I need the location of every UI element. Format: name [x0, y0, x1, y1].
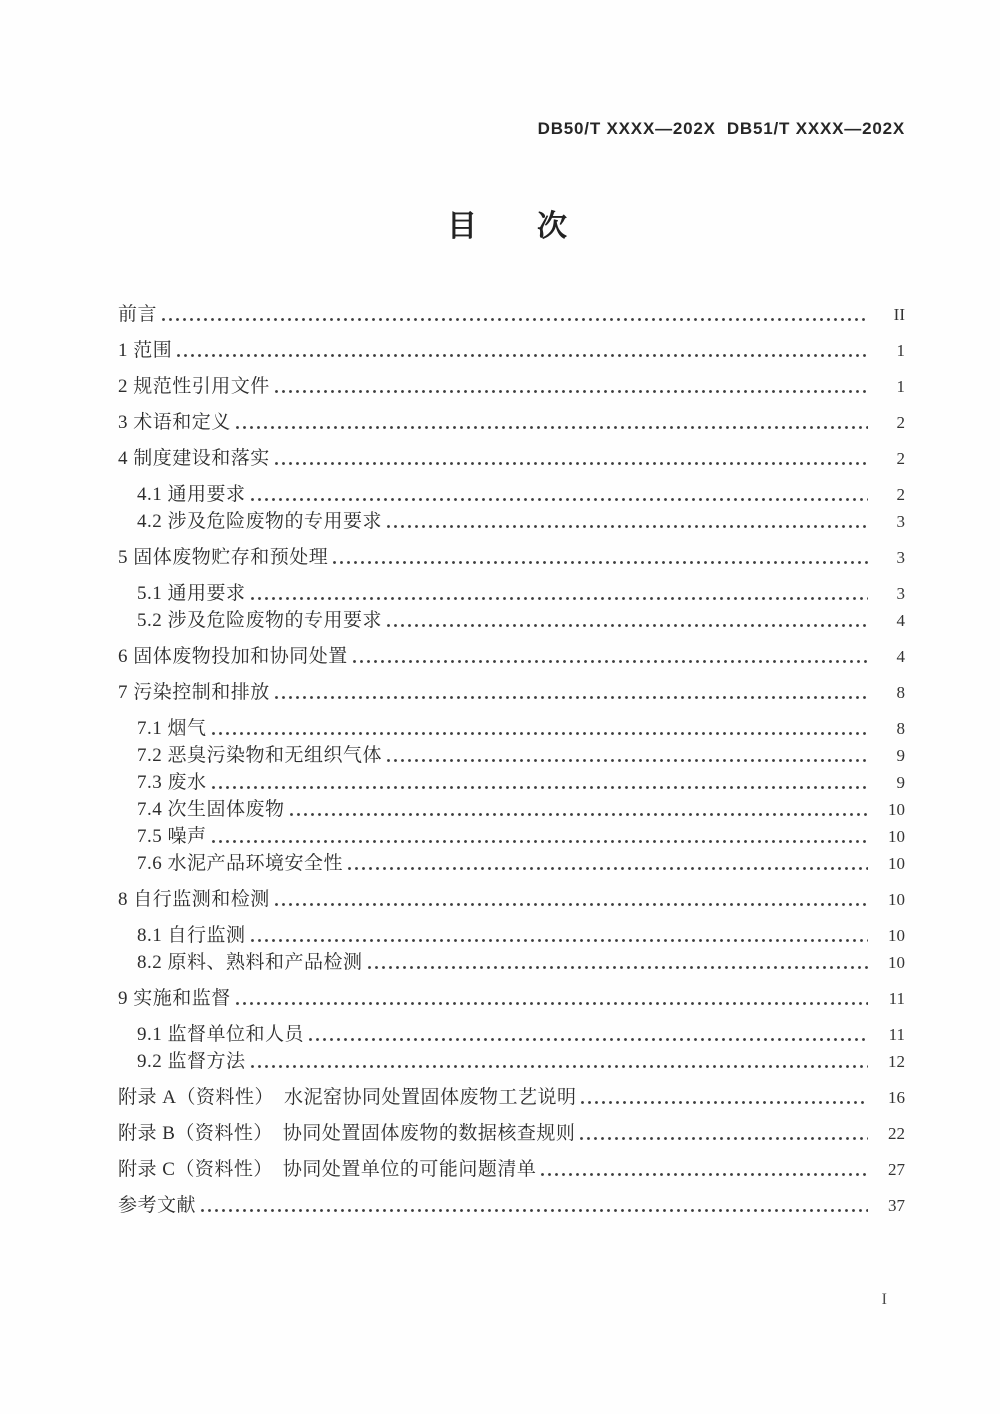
- toc-entry-page: 2: [896, 485, 905, 504]
- toc-entry-label: 8 自行监测和检测: [118, 889, 270, 910]
- toc-row: [118, 373, 905, 400]
- toc-row: [118, 580, 905, 607]
- toc-entry-label: 附录 C（资料性） 协同处置单位的可能问题清单: [118, 1159, 537, 1180]
- toc-leader-dots: [580, 1137, 868, 1140]
- toc-entry-label: 4.2 涉及危险废物的专用要求: [137, 511, 383, 532]
- page-title: 目 次: [447, 210, 567, 243]
- toc-row: [118, 1048, 905, 1075]
- toc-leader-dots: [251, 939, 868, 942]
- toc-leader-dots: [162, 318, 868, 321]
- toc-leader-dots: [275, 462, 868, 465]
- toc-row: [118, 796, 905, 823]
- toc-entry-label: 9.2 监督方法: [137, 1051, 246, 1072]
- toc-entry-label: 5.1 通用要求: [137, 583, 246, 604]
- toc-entry-label: 附录 B（资料性） 协同处置固体废物的数据核查规则: [118, 1123, 576, 1144]
- toc-entry-page: 1: [896, 377, 905, 396]
- toc-entry-page: 27: [888, 1160, 905, 1179]
- toc-row: [118, 409, 905, 436]
- toc-leader-dots: [212, 786, 868, 789]
- toc-list: [118, 292, 905, 1219]
- toc-entry-page: 3: [896, 512, 905, 531]
- toc-entry-page: 10: [888, 953, 905, 972]
- toc-entry-label: 前言: [118, 304, 158, 325]
- toc-leader-dots: [387, 525, 868, 528]
- toc-row: [118, 715, 905, 742]
- toc-row: [118, 742, 905, 769]
- toc-row: [118, 301, 905, 328]
- toc-entry-page: 10: [888, 890, 905, 909]
- toc-row: [118, 886, 905, 913]
- toc-entry-label: 附录 A（资料性） 水泥窑协同处置固体废物工艺说明: [118, 1087, 577, 1108]
- toc-leader-dots: [348, 867, 868, 870]
- toc-row: [118, 1084, 905, 1111]
- toc-row: [118, 1021, 905, 1048]
- toc-leader-dots: [333, 561, 868, 564]
- toc-entry-page: 1: [896, 341, 905, 360]
- toc-leader-dots: [275, 390, 868, 393]
- toc-leader-dots: [201, 1209, 868, 1212]
- toc-row: [118, 1156, 905, 1183]
- toc-row: [118, 949, 905, 976]
- toc-row: [118, 679, 905, 706]
- toc-entry-page: 9: [896, 773, 905, 792]
- toc-entry-page: 2: [896, 413, 905, 432]
- toc-leader-dots: [275, 903, 868, 906]
- toc-entry-label: 7.2 恶臭污染物和无组织气体: [137, 745, 383, 766]
- toc-entry-label: 7.4 次生固体废物: [137, 799, 285, 820]
- toc-leader-dots: [541, 1173, 868, 1176]
- toc-row: [118, 769, 905, 796]
- toc-entry-label: 8.1 自行监测: [137, 925, 246, 946]
- toc-entry-label: 7 污染控制和排放: [118, 682, 270, 703]
- toc-entry-label: 7.6 水泥产品环境安全性: [137, 853, 344, 874]
- toc-entry-label: 5.2 涉及危险废物的专用要求: [137, 610, 383, 631]
- toc-row: [118, 1192, 905, 1219]
- toc-entry-label: 7.1 烟气: [137, 718, 207, 739]
- toc-entry-label: 4.1 通用要求: [137, 484, 246, 505]
- toc-entry-page: 22: [888, 1124, 905, 1143]
- toc-row: [118, 481, 905, 508]
- toc-leader-dots: [212, 840, 868, 843]
- toc-leader-dots: [251, 597, 868, 600]
- toc-entry-page: 16: [888, 1088, 905, 1107]
- standard-code-header: DB50/T XXXX—202X DB51/T XXXX—202X: [537, 119, 905, 138]
- toc-row: [118, 607, 905, 634]
- toc-entry-page: 10: [888, 800, 905, 819]
- toc-entry-label: 7.3 废水: [137, 772, 207, 793]
- toc-leader-dots: [387, 759, 868, 762]
- toc-entry-page: 9: [896, 746, 905, 765]
- toc-leader-dots: [275, 696, 868, 699]
- toc-entry-label: 9.1 监督单位和人员: [137, 1024, 305, 1045]
- toc-leader-dots: [368, 966, 868, 969]
- toc-leader-dots: [353, 660, 868, 663]
- toc-entry-page: 4: [896, 611, 905, 630]
- toc-leader-dots: [387, 624, 868, 627]
- toc-entry-page: 3: [896, 584, 905, 603]
- toc-entry-label: 1 范围: [118, 340, 173, 361]
- toc-row: [118, 508, 905, 535]
- toc-entry-label: 3 术语和定义: [118, 412, 231, 433]
- toc-entry-page: 10: [888, 827, 905, 846]
- toc-entry-label: 2 规范性引用文件: [118, 376, 270, 397]
- toc-entry-page: 10: [888, 926, 905, 945]
- toc-entry-label: 6 固体废物投加和协同处置: [118, 646, 348, 667]
- toc-leader-dots: [251, 498, 868, 501]
- toc-entry-label: 9 实施和监督: [118, 988, 231, 1009]
- toc-row: [118, 922, 905, 949]
- toc-entry-page: 4: [896, 647, 905, 666]
- toc-row: [118, 337, 905, 364]
- toc-row: [118, 823, 905, 850]
- toc-row: [118, 544, 905, 571]
- toc-leader-dots: [251, 1065, 868, 1068]
- toc-entry-page: 2: [896, 449, 905, 468]
- toc-row: [118, 850, 905, 877]
- toc-entry-page: II: [893, 305, 905, 324]
- toc-row: [118, 1120, 905, 1147]
- toc-entry-page: 3: [896, 548, 905, 567]
- toc-row: [118, 445, 905, 472]
- toc-entry-page: 37: [888, 1196, 905, 1215]
- toc-entry-page: 8: [896, 719, 905, 738]
- toc-row: [118, 985, 905, 1012]
- toc-leader-dots: [177, 354, 868, 357]
- toc-entry-label: 5 固体废物贮存和预处理: [118, 547, 329, 568]
- toc-entry-label: 7.5 噪声: [137, 826, 207, 847]
- toc-entry-page: 11: [888, 1025, 905, 1044]
- toc-leader-dots: [581, 1101, 868, 1104]
- toc-entry-page: 11: [888, 989, 905, 1008]
- footer-page-number: I: [881, 1291, 887, 1308]
- toc-entry-label: 8.2 原料、熟料和产品检测: [137, 952, 363, 973]
- toc-entry-label: 4 制度建设和落实: [118, 448, 270, 469]
- toc-leader-dots: [236, 1002, 868, 1005]
- toc-row: [118, 643, 905, 670]
- toc-entry-page: 10: [888, 854, 905, 873]
- toc-leader-dots: [290, 813, 868, 816]
- toc-entry-page: 12: [888, 1052, 905, 1071]
- toc-leader-dots: [309, 1038, 868, 1041]
- toc-leader-dots: [236, 426, 868, 429]
- toc-leader-dots: [212, 732, 868, 735]
- toc-entry-label: 参考文献: [118, 1195, 197, 1216]
- toc-entry-page: 8: [896, 683, 905, 702]
